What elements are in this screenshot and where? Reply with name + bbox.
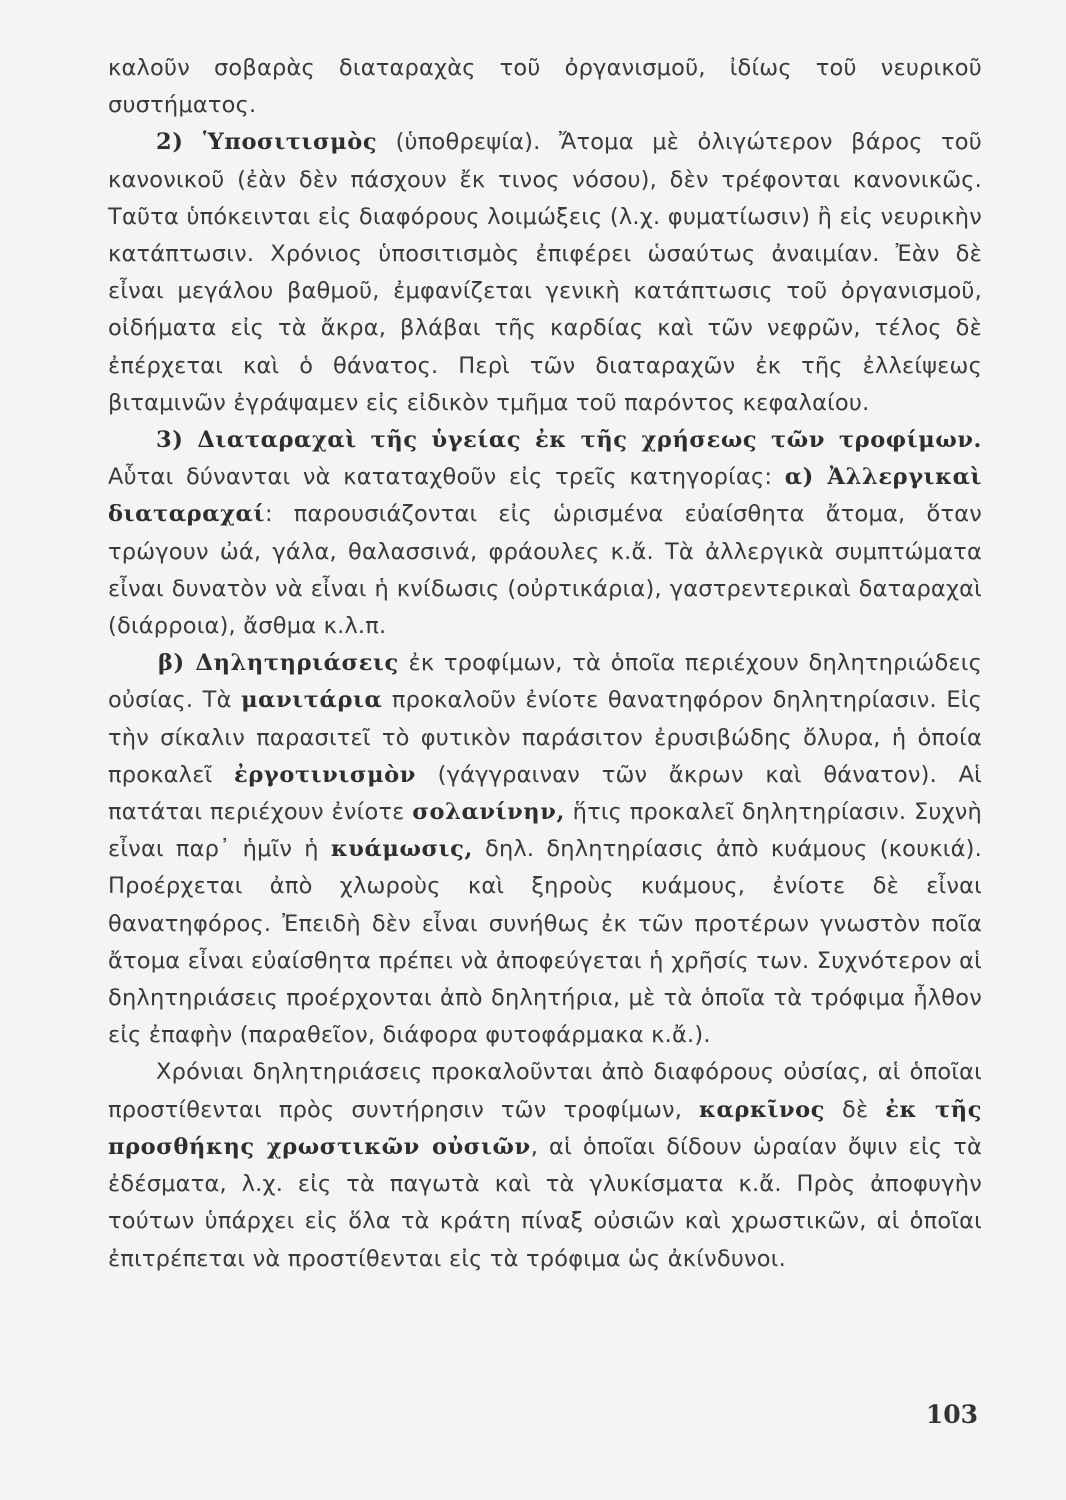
page-number: 103: [925, 1400, 978, 1429]
paragraph-text: (γάγγραιναν τῶν ἄκρων καὶ θάνατον). Αἱ πατάται περιέχουν ἐνίοτε: [108, 761, 982, 826]
section-heading-undernutrition: 2) Ὑποσιτισμὸς: [156, 129, 378, 156]
section-heading-food-disorders: 3) Διαταραχαὶ τῆς ὑγείας ἐκ τῆς χρήσεως τῶν τροφίμων.: [156, 427, 982, 454]
bold-term: κυάμωσις,: [330, 836, 473, 863]
paragraph-text: ἐκ τροφίμων, τὰ ὁποῖα περιέχουν δηλητηριώδεις οὐσίας. Τὰ: [108, 650, 982, 714]
paragraph-continuation: [108, 50, 982, 124]
paragraph-text: Αὗται δύνανται νὰ καταταχθοῦν εἰς τρεῖς κατηγορίας:: [108, 464, 785, 491]
paragraph-text: : παρουσιάζονται εἰς ὡρισμένα εὐαίσθητα ἄτομα, ὅταν τρώγουν ὠά, γάλα, θαλασσινά, φράουλες κ.ἄ. Τὰ ἀλλεργικὰ συμπτώματα εἶναι δυνατὸν νὰ εἶναι ἡ κνίδωσις (οὐρτικάρια), γαστρεντερικαὶ δαταραχαὶ (διάρροια), ἄσθμα κ.λ.π.: [108, 501, 982, 640]
paragraph-text: καλοῦν σοβαρὰς διαταραχὰς τοῦ ὀργανισμοῦ, ἰδίως τοῦ νευρικοῦ συστήματος.: [108, 55, 982, 119]
body-text: [108, 50, 982, 1278]
paragraph-text: (ὑποθρεψία). Ἄτομα μὲ ὀλιγώτερον βάρος τοῦ κανονικοῦ (ἐὰν δὲν πάσχουν ἔκ τινος νόσου), δὲν τρέφονται κανονικῶς. Ταῦτα ὑπόκεινται εἰς διαφόρους λοιμώξεις (λ.χ. φυματίωσιν) ἢ εἰς νευρικὴν κατάπτωσιν. Χρόνιος ὑποσιτισμὸς ἐπιφέρει ὡσαύτως ἀναιμίαν. Ἐὰν δὲ εἶναι μεγάλου βαθμοῦ, ἐμφανίζεται γενικὴ κατάπτωσις τοῦ ὀργανισμοῦ, οἰδήματα εἰς τὰ ἄκρα, βλάβαι τῆς καρδίας καὶ τῶν νεφρῶν, τέλος δὲ ἐπέρχεται καὶ ὁ θάνατος. Περὶ τῶν διαταραχῶν ἐκ τῆς ἐλλείψεως βιταμινῶν ἐγράψαμεν εἰς εἰδικὸν τμῆμα τοῦ παρόντος κεφαλαίου.: [108, 129, 982, 416]
paragraph-text: προκαλοῦν ἐνίοτε θανατηφόρον δηλητηρίασιν. Εἰς τὴν σίκαλιν παρασιτεῖ τὸ φυτικὸν παράσιτον ἐρυσιβώδης ὄλυρα, ἡ ὁποία προκαλεῖ: [108, 687, 982, 788]
bold-term: σολανίνην,: [412, 799, 565, 826]
paragraph-food-disorders: [108, 422, 982, 645]
paragraph-text: δὲ: [825, 1096, 886, 1123]
bold-term: ἐργοτινισμὸν: [234, 761, 416, 788]
paragraph-text: δηλ. δηλητηρίασις ἀπὸ κυάμους (κουκιά). Προέρχεται ἀπὸ χλωροὺς καὶ ξηροὺς κυάμους, ἐνίοτε δὲ εἶναι θανατηφόρος. Ἐπειδὴ δὲν εἶναι συνήθως ἐκ τῶν προτέρων γνωστὸν ποῖα ἄτομα εἶναι εὐαίσθητα πρέπει νὰ ἀποφεύγεται ἡ χρῆσίς των. Συχνότερον αἱ δηλητηριάσεις προέρχονται ἀπὸ δηλητήρια, μὲ τὰ ὁποῖα τὰ τρόφιμα ἦλθον εἰς ἐπαφὴν (παραθεῖον, διάφορα φυτοφάρμακα κ.ἄ.).: [108, 836, 982, 1049]
bold-term: καρκῖνος: [699, 1096, 826, 1123]
paragraph-chronic-poisonings: [108, 1054, 982, 1277]
paragraph-text: , αἱ ὁποῖαι δίδουν ὡραίαν ὄψιν εἰς τὰ ἐδέσματα, λ.χ. εἰς τὰ παγωτὰ καὶ τὰ γλυκίσματα κ.ἄ. Πρὸς ἀποφυγὴν τούτων ὑπάρχει εἰς ὅλα τὰ κράτη πίναξ οὐσιῶν καὶ χρωστικῶν, αἱ ὁποῖαι ἐπιτρέπεται νὰ προστίθενται εἰς τὰ τρόφιμα ὡς ἀκίνδυνοι.: [108, 1133, 982, 1272]
bold-term: ἐκ τῆς προσθήκης χρωστικῶν οὐσιῶν: [108, 1096, 982, 1160]
paragraph-undernutrition: [108, 124, 982, 422]
paragraph-text: ἥτις προκαλεῖ δηλητηρίασιν. Συχνὴ εἶναι παρ᾽ ἡμῖν ἡ: [108, 799, 983, 863]
subheading-allergic: α) Ἀλλεργικαὶ διαταραχαί: [108, 464, 982, 528]
paragraph-poisonings: [108, 645, 982, 1054]
bold-term: μανιτάρια: [241, 687, 383, 714]
subheading-poisonings: β) Δηλητηριάσεις: [158, 650, 399, 677]
paragraph-text: Χρόνιαι δηλητηριάσεις προκαλοῦνται ἀπὸ διαφόρους οὐσίας, αἱ ὁποῖαι προστίθενται πρὸς συντήρησιν τῶν τροφίμων,: [108, 1059, 982, 1123]
